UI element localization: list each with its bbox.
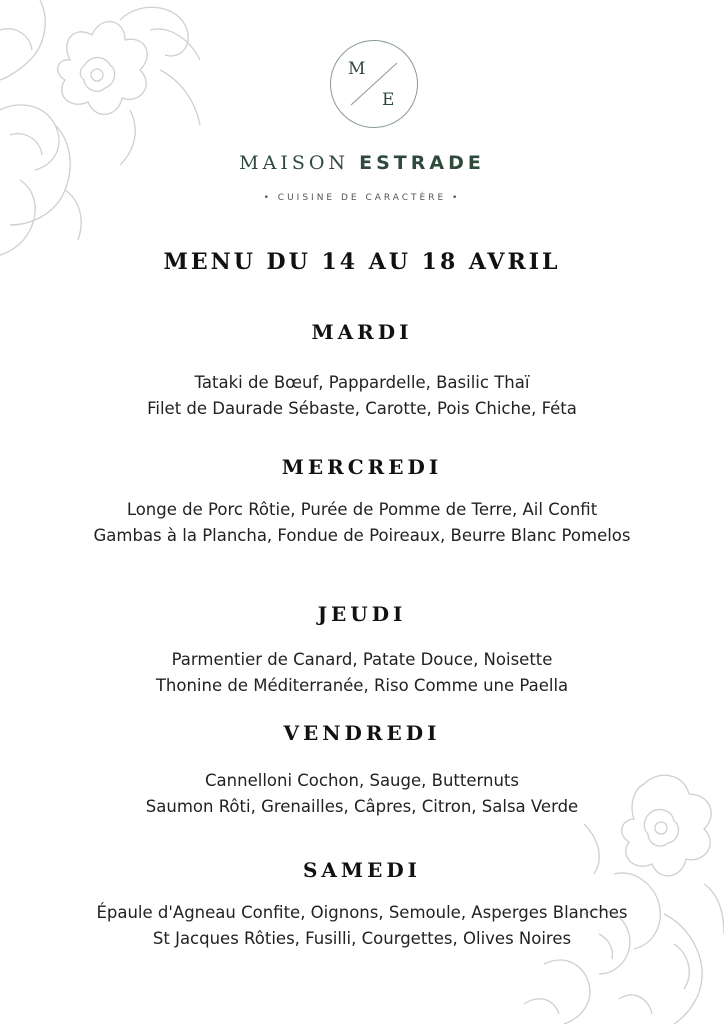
dish-line: Tataki de Bœuf, Pappardelle, Basilic Thaï xyxy=(194,373,530,392)
monogram-divider-icon xyxy=(331,41,419,129)
dish-line: St Jacques Rôties, Fusilli, Courgettes, Olives Noires xyxy=(152,929,572,948)
day-heading-mardi: MARDI xyxy=(311,320,413,344)
brand-name-first: MAISON xyxy=(239,152,350,174)
day-heading-jeudi: JEUDI xyxy=(317,602,407,626)
dish-line: Gambas à la Plancha, Fondue de Poireaux, Beurre Blanc Pomelos xyxy=(93,526,631,545)
dish-line: Saumon Rôti, Grenailles, Câpres, Citron, Salsa Verde xyxy=(145,797,579,816)
brand-name xyxy=(0,152,724,174)
day-heading-samedi: SAMEDI xyxy=(302,858,422,882)
dish-line: Thonine de Méditerranée, Riso Comme une Paella xyxy=(155,676,569,695)
brand-tagline: • CUISINE DE CARACTÈRE • xyxy=(263,193,461,203)
dish-line: Cannelloni Cochon, Sauge, Butternuts xyxy=(205,771,519,790)
day-heading-vendredi: VENDREDI xyxy=(283,721,441,745)
dish-line: Épaule d'Agneau Confite, Oignons, Semoule, Asperges Blanches xyxy=(96,903,628,922)
monogram-letter-e: E xyxy=(382,90,395,110)
dish-line: Filet de Daurade Sébaste, Carotte, Pois Chiche, Féta xyxy=(147,399,577,418)
day-heading-mercredi: MERCREDI xyxy=(281,455,443,479)
monogram-logo xyxy=(330,40,418,128)
dish-line: Parmentier de Canard, Patate Douce, Noisette xyxy=(171,650,553,669)
menu-title: MENU DU 14 AU 18 AVRIL xyxy=(163,249,561,275)
dish-line: Longe de Porc Rôtie, Purée de Pomme de Terre, Ail Confit xyxy=(126,500,598,519)
monogram-letter-m: M xyxy=(348,59,366,79)
floral-top-left-icon xyxy=(0,0,215,270)
brand-name-second: ESTRADE xyxy=(359,152,485,174)
